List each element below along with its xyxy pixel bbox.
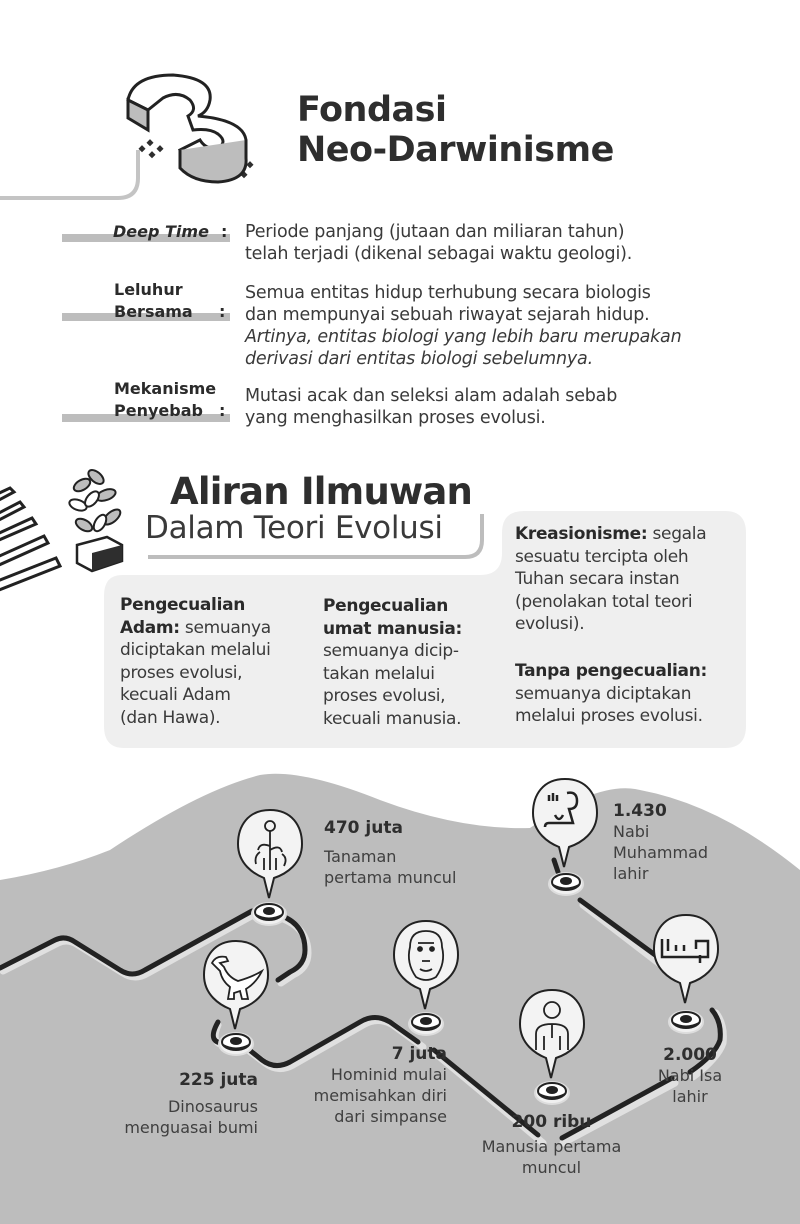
card-text: evolusi). [515,614,585,634]
event-desc [470,1136,633,1178]
timeline-node-2000 [667,1006,707,1034]
definition-line-italic: Artinya, entitas biologi yang lebih baru merupakan [245,327,682,347]
card-text: proses evolusi, [120,662,243,683]
card-text: semuanya diciptakan [515,683,692,704]
definition-line: Mutasi acak dan seleksi alam adalah sebab [245,386,618,406]
event-value: 225 juta [179,1070,258,1090]
event-value: 2.000 [663,1045,717,1065]
definition-line: telah terjadi (dikenal sebagai waktu geologi). [245,244,633,264]
term-line: Bersama [114,302,193,321]
card-text: takan melalui [323,663,435,684]
event-225-juta [100,1070,258,1138]
number-three-icon [118,70,278,190]
event-desc-line: lahir [672,1087,708,1106]
card-pengecualian-adam [120,594,300,729]
card-text: sesuatu tercipta oleh [515,546,689,567]
event-value: 470 juta [324,818,403,838]
card-text: (penolakan total teori [515,591,693,612]
event-desc-line: memisahkan diri [313,1086,447,1105]
card-text: semuanya dicip- [323,641,459,661]
event-value: 7 juta [391,1044,447,1064]
event-200-ribu [470,1112,633,1178]
card-heading: Pengecualian [323,596,449,616]
pin-human [514,986,590,1082]
event-value: 200 ribu [511,1112,592,1132]
card-text: Tuhan secara instan [515,569,680,589]
event-desc-line: Manusia pertama [481,1137,622,1156]
aliran-title: Aliran Ilmuwan [170,470,473,513]
event-value: 1.430 [613,801,667,821]
event-desc-line: Nabi Isa [657,1066,723,1085]
event-1430 [613,801,708,884]
card-text: proses evolusi, [323,686,446,706]
timeline-node-1430 [547,868,587,896]
card-text: kecuali Adam [120,685,231,705]
event-desc [648,1065,732,1107]
event-desc-line: Dinosaurus [167,1097,258,1116]
term-line: Penyebab [114,401,203,420]
aliran-subtitle: Dalam Teori Evolusi [145,510,443,546]
card-heading: umat manusia: [323,618,463,639]
card-tanpa-pengecualian [515,660,745,728]
term-mekanisme-penyebab [114,378,216,422]
card-pengecualian-umat-manusia [323,595,498,730]
event-2000 [648,1045,732,1107]
event-desc [613,821,708,884]
event-desc-line: pertama muncul [324,868,457,887]
card-heading: Tanpa pengecualian: [515,661,708,681]
pin-plant [232,806,308,902]
event-desc-line: Hominid mulai [330,1065,447,1084]
card-heading: Adam: [120,617,180,638]
term-colon: : [219,401,226,420]
card-text: melalui proses evolusi. [515,706,703,726]
card-text: diciptakan melalui [120,640,271,660]
term-line: Leluhur [114,280,183,299]
event-desc-line: menguasai bumi [124,1118,258,1137]
event-7-juta [290,1044,447,1127]
term-colon: : [221,222,228,241]
term-deep-time: Deep Time [113,222,209,241]
pin-isa [648,911,724,1007]
event-desc-line: muncul [521,1158,582,1177]
section-title-line1: Fondasi [297,90,447,130]
event-desc [100,1096,258,1138]
card-text: segala [647,524,707,544]
definition-line: dan mempunyai sebuah riwayat sejarah hidup. [245,305,650,325]
timeline-node-470 [250,898,290,926]
stairs-icon [0,480,62,605]
term-line: Mekanisme [114,379,217,398]
definition-line: Semua entitas hidup terhubung secara biologis [245,283,651,303]
event-desc-line: lahir [613,864,649,883]
pin-gorilla [388,917,464,1013]
pin-dinosaur [198,937,274,1033]
event-desc-line: Tanaman [324,847,397,866]
term-leluhur-bersama [114,279,193,323]
pin-muhammad [527,775,603,871]
definition-line: Periode panjang (jutaan dan miliaran tahun) [245,222,625,242]
section-title-line2: Neo-Darwinisme [297,130,614,170]
definition-line-italic: derivasi dari entitas biologi sebelumnya. [245,349,593,369]
event-desc [324,846,456,888]
event-470-juta [324,818,456,888]
card-heading: Kreasionisme: [515,524,648,544]
event-desc [290,1064,447,1127]
card-kreasionisme [515,523,745,636]
definition-deep-time [245,221,632,265]
definition-line: yang menghasilkan proses evolusi. [245,408,546,428]
event-desc-line: dari simpanse [334,1107,447,1126]
card-text: (dan Hawa). [120,707,221,728]
event-desc-line: Muhammad [613,843,709,862]
card-text: kecuali manusia. [323,708,462,729]
event-desc-line: Nabi [613,822,650,841]
card-text: semuanya [179,617,271,638]
term-colon: : [219,302,226,321]
definition-leluhur-bersama [245,282,681,370]
definition-mekanisme-penyebab [245,385,617,429]
card-heading: Pengecualian [120,595,246,615]
